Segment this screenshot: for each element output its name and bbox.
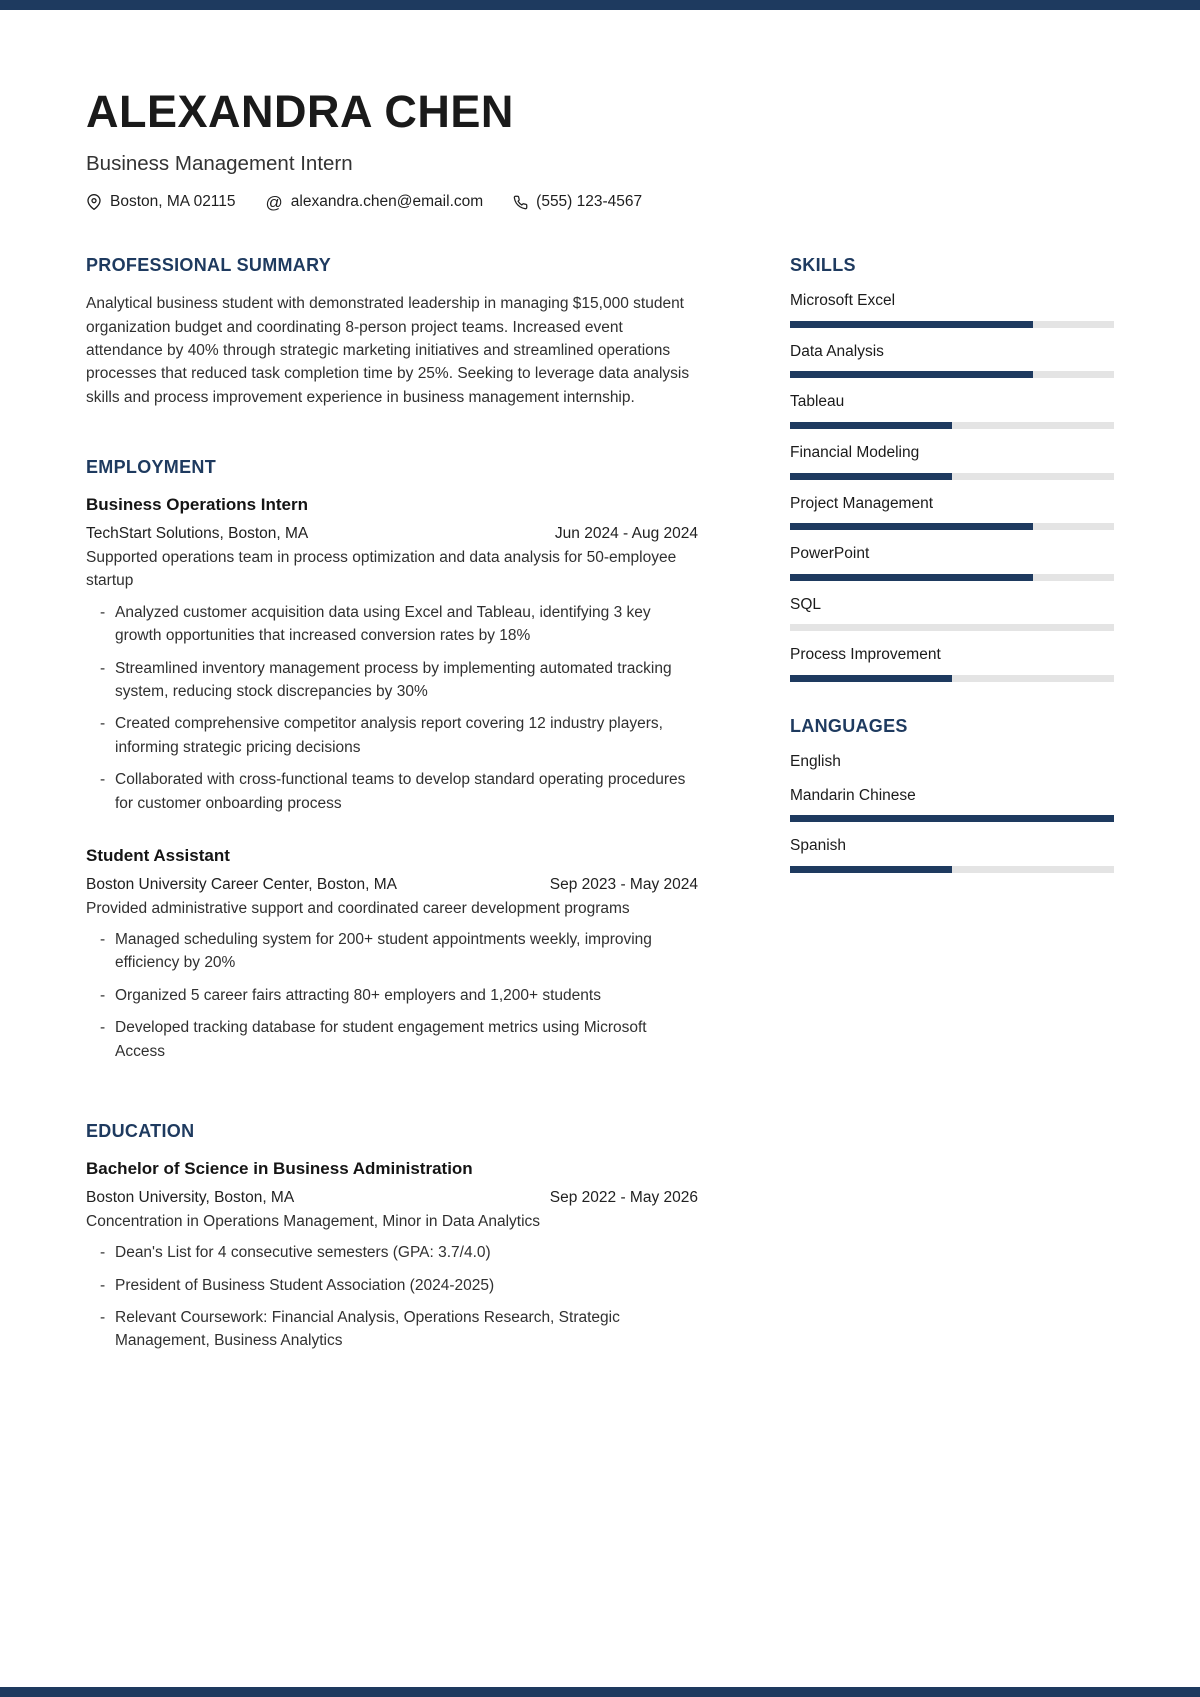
- skills-heading: SKILLS: [790, 255, 856, 276]
- skill-bar: [790, 523, 1114, 530]
- education-entry: [86, 1158, 698, 1353]
- summary-heading: PROFESSIONAL SUMMARY: [86, 255, 332, 276]
- skill-label: PowerPoint: [790, 545, 870, 563]
- language-item: [790, 837, 1114, 873]
- skill-item: [790, 545, 1114, 581]
- language-bar: [790, 866, 1114, 873]
- header: [86, 0, 1114, 211]
- skill-item: [790, 495, 1114, 531]
- skill-label: Data Analysis: [790, 342, 884, 360]
- section-skills: [790, 255, 1114, 682]
- bullet-item: - Collaborated with cross-functional teams to develop standard operating procedures for customer onboarding process: [100, 771, 686, 812]
- language-label: Mandarin Chinese: [790, 786, 916, 804]
- skill-bar: [790, 473, 1114, 480]
- skill-label: Microsoft Excel: [790, 292, 896, 310]
- skill-item: [790, 596, 1114, 632]
- contact-phone-text: (555) 123-4567: [536, 193, 643, 211]
- skill-item: [790, 444, 1114, 480]
- skill-bar: [790, 422, 1114, 429]
- skill-item: [790, 393, 1114, 429]
- employment-heading: EMPLOYMENT: [86, 457, 217, 478]
- job-title-1: Business Operations Intern: [86, 495, 308, 515]
- bullet-item: - President of Business Student Association (2024-2025): [100, 1276, 495, 1294]
- contact-location: [86, 193, 236, 211]
- language-bar: [790, 815, 1114, 822]
- contact-email-text: alexandra.chen@email.com: [290, 193, 484, 211]
- contact-email: [266, 193, 484, 211]
- bullet-item: - Dean's List for 4 consecutive semesters (GPA: 3.7/4.0): [100, 1244, 491, 1262]
- top-accent-bar: [0, 0, 1200, 10]
- candidate-title: Business Management Intern: [86, 151, 353, 175]
- main-column: [86, 255, 698, 1353]
- bullet-item: - Created comprehensive competitor analysis report covering 12 industry players, informing strategic pricing decisions: [100, 715, 663, 756]
- education-description: Concentration in Operations Management, Minor in Data Analytics: [86, 1212, 541, 1230]
- skill-bar-fill: [790, 422, 952, 429]
- section-professional-summary: [86, 255, 698, 409]
- skill-bar-fill: [790, 523, 1033, 530]
- job-description-2: Provided administrative support and coordinated career development programs: [86, 899, 630, 917]
- skill-bar-fill: [790, 321, 1033, 328]
- section-education: [86, 1121, 698, 1353]
- skill-bar: [790, 371, 1114, 378]
- language-item: [790, 787, 1114, 823]
- summary-text: Analytical business student with demonstrated leadership in managing $15,000 student organization budget and coordinating 8-person project teams. Increased event attendance by 40% through strategic marketing initiatives and streamlined operations processes that reduced task completion time by 25%. Seeking to leverage data analysis skills and process improvement experience in business management internship.: [86, 295, 690, 406]
- language-item: [790, 753, 1114, 772]
- sidebar-column: [790, 255, 1114, 888]
- job-description-1: Supported operations team in process optimization and data analysis for 50-employee startup: [86, 548, 677, 590]
- skill-bar: [790, 675, 1114, 682]
- language-label: Spanish: [790, 837, 847, 855]
- phone-icon: [513, 195, 528, 210]
- bottom-accent-bar: [0, 1687, 1200, 1697]
- bullet-item: - Streamlined inventory management process by implementing automated tracking system, reducing stock discrepancies by 30%: [100, 659, 672, 700]
- language-bar-fill: [790, 815, 1114, 822]
- skill-bar: [790, 321, 1114, 328]
- at-sign-icon: @: [265, 192, 283, 212]
- education-school: Boston University, Boston, MA: [86, 1189, 295, 1207]
- education-dates: Sep 2022 - May 2026: [549, 1189, 698, 1207]
- education-subline: [86, 1186, 698, 1209]
- job-entry: [86, 845, 698, 1063]
- bullet-item: - Managed scheduling system for 200+ student appointments weekly, improving efficiency by 20%: [100, 931, 652, 972]
- skill-item: [790, 343, 1114, 379]
- skill-bar-fill: [790, 473, 952, 480]
- bullet-item: - Relevant Coursework: Financial Analysis, Operations Research, Strategic Management, Business Analytics: [100, 1308, 620, 1350]
- job-bullets-1: [86, 601, 698, 815]
- contact-phone: [513, 193, 642, 211]
- languages-heading: LANGUAGES: [790, 715, 908, 736]
- section-employment: [86, 457, 698, 1063]
- skill-label: Project Management: [790, 494, 934, 512]
- job-subline-2: [86, 873, 698, 896]
- bullet-item: - Organized 5 career fairs attracting 80+ employers and 1,200+ students: [100, 986, 601, 1004]
- job-bullets-2: [86, 928, 698, 1063]
- job-subline-1: [86, 522, 698, 545]
- skill-item: [790, 292, 1114, 328]
- job-entry: [86, 494, 698, 815]
- job-title-2: Student Assistant: [86, 845, 230, 865]
- section-languages: [790, 716, 1114, 873]
- skill-bar-fill: [790, 371, 1033, 378]
- skill-label: Tableau: [790, 393, 845, 411]
- skill-label: SQL: [790, 595, 822, 613]
- bullet-item: - Developed tracking database for student engagement metrics using Microsoft Access: [100, 1019, 647, 1060]
- candidate-name: ALEXANDRA CHEN: [86, 86, 514, 137]
- skill-bar: [790, 574, 1114, 581]
- language-label: English: [790, 752, 841, 770]
- skill-item: [790, 646, 1114, 682]
- degree-title: Bachelor of Science in Business Administration: [86, 1159, 473, 1179]
- job-dates-2: Sep 2023 - May 2024: [549, 876, 698, 894]
- job-company-2: Boston University Career Center, Boston, MA: [86, 876, 397, 894]
- skill-bar-fill: [790, 675, 952, 682]
- skill-label: Financial Modeling: [790, 443, 920, 461]
- skill-label: Process Improvement: [790, 646, 941, 664]
- contact-row: [86, 193, 1114, 211]
- education-heading: EDUCATION: [86, 1121, 195, 1142]
- education-bullets: [86, 1241, 698, 1353]
- job-dates-1: Jun 2024 - Aug 2024: [554, 525, 698, 543]
- job-company-1: TechStart Solutions, Boston, MA: [86, 525, 309, 543]
- skill-bar: [790, 624, 1114, 631]
- contact-location-text: Boston, MA 02115: [110, 193, 236, 211]
- location-pin-icon: [86, 194, 102, 210]
- language-bar-fill: [790, 866, 952, 873]
- bullet-item: - Analyzed customer acquisition data using Excel and Tableau, identifying 3 key growth opportunities that increased conversion rates by 18%: [100, 603, 651, 645]
- skill-bar-fill: [790, 574, 1033, 581]
